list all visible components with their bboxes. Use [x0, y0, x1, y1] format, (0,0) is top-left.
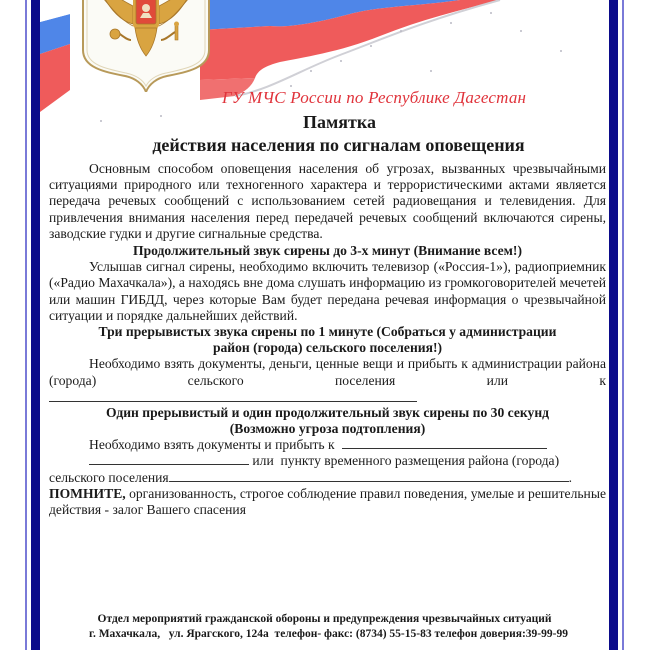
flood-text-part2: или пункту временного размещения района (города): [252, 453, 560, 469]
blank-field: [49, 391, 417, 402]
speckle: [310, 70, 312, 72]
blank-field: [89, 454, 249, 465]
speckle: [450, 22, 452, 24]
section-heading-three-sirens: [49, 324, 606, 356]
footer-contacts: г. Махачкала, ул. Ярагского, 124а телефон- факс: (8734) 55-15-83 телефон доверия:39-99-99: [89, 628, 568, 640]
speckle: [520, 30, 522, 32]
section-heading-long-siren: Продолжительный звук сирены до 3-х минут (Внимание всем!): [133, 243, 522, 259]
section-heading-flood-line1: Один прерывистый и один продолжительный звук сирены по 30 секунд: [105, 404, 550, 420]
reminder-text: организованность, строгое соблюдение правил поведения, умелые и решительные действия - залог Вашего спасения: [49, 485, 606, 518]
section-text-long-siren: Услышав сигнал сирены, необходимо включить телевизор («Россия-1»), радиоприемник («Радио Махачкала»), а находясь вне дома слушать информацию из громкоговорителей мечетей или машин ГИБДД, через которые Вам будет передана речевая информация о чрезвычайной ситуации и порядке дальнейших действий.: [49, 259, 606, 323]
section-heading-three-sirens-line2: район (города) сельского поселения!): [212, 340, 443, 356]
frame-outer-line-left: [25, 0, 27, 650]
frame-navy-band-left: [31, 0, 40, 650]
document-subtitle: действия населения по сигналам оповещения: [152, 135, 525, 155]
russian-coat-of-arms-icon: [77, 0, 215, 92]
speckle: [340, 60, 342, 62]
frame-outer-line-right: [622, 0, 624, 650]
frame-navy-band-right: [609, 0, 618, 650]
footer: [40, 612, 609, 642]
section-text-flood-line3: [49, 470, 606, 486]
section-text-flood-line2: [49, 453, 606, 469]
speckle: [490, 12, 492, 14]
document-page: [40, 0, 609, 650]
footer-department: Отдел мероприятий гражданской обороны и предупреждения чрезвычайных ситуаций: [97, 613, 552, 625]
blank-field: [342, 438, 547, 449]
speckle: [400, 30, 402, 32]
section-heading-flood: [49, 405, 606, 437]
reminder-bold: ПОМНИТЕ,: [49, 485, 126, 501]
section-heading-flood-line2: (Возможно угроза подтопления): [229, 421, 426, 437]
document-title: Памятка: [303, 112, 376, 132]
section-text-three-sirens: Необходимо взять документы, деньги, ценные вещи и прибыть к администрации района (города) сельского поселения или к: [49, 356, 606, 388]
section-text-flood-line1: [49, 437, 606, 453]
section-heading-three-sirens-line1: Три прерывистых звука сирены по 1 минуте (Собраться у администрации: [98, 324, 557, 340]
flood-text-end: .: [568, 469, 573, 485]
blank-field: [169, 471, 569, 482]
speckle: [560, 50, 562, 52]
organization-title: ГУ МЧС России по Республике Дагестан: [222, 88, 527, 107]
speckle: [370, 45, 372, 47]
blank-line-administration: [49, 389, 606, 405]
intro-paragraph: Основным способом оповещения населения об угрозах, вызванных чрезвычайными ситуациями природного или техногенного характера и террористическими актами является передача речевых сообщений с использованием сетей радиовещания и телевидения. Для привлечения внимания населения перед передачей речевых сообщений включаются сирены, заводские гудки и другие сигнальные средства.: [49, 161, 606, 241]
speckle: [430, 70, 432, 72]
flood-text-part1: Необходимо взять документы и прибыть к: [89, 437, 335, 453]
reminder-paragraph: [49, 486, 606, 518]
speckle: [290, 85, 292, 87]
flood-text-part3: сельского поселения: [49, 469, 169, 485]
flag-header: [40, 0, 609, 130]
document-body: [49, 161, 606, 518]
